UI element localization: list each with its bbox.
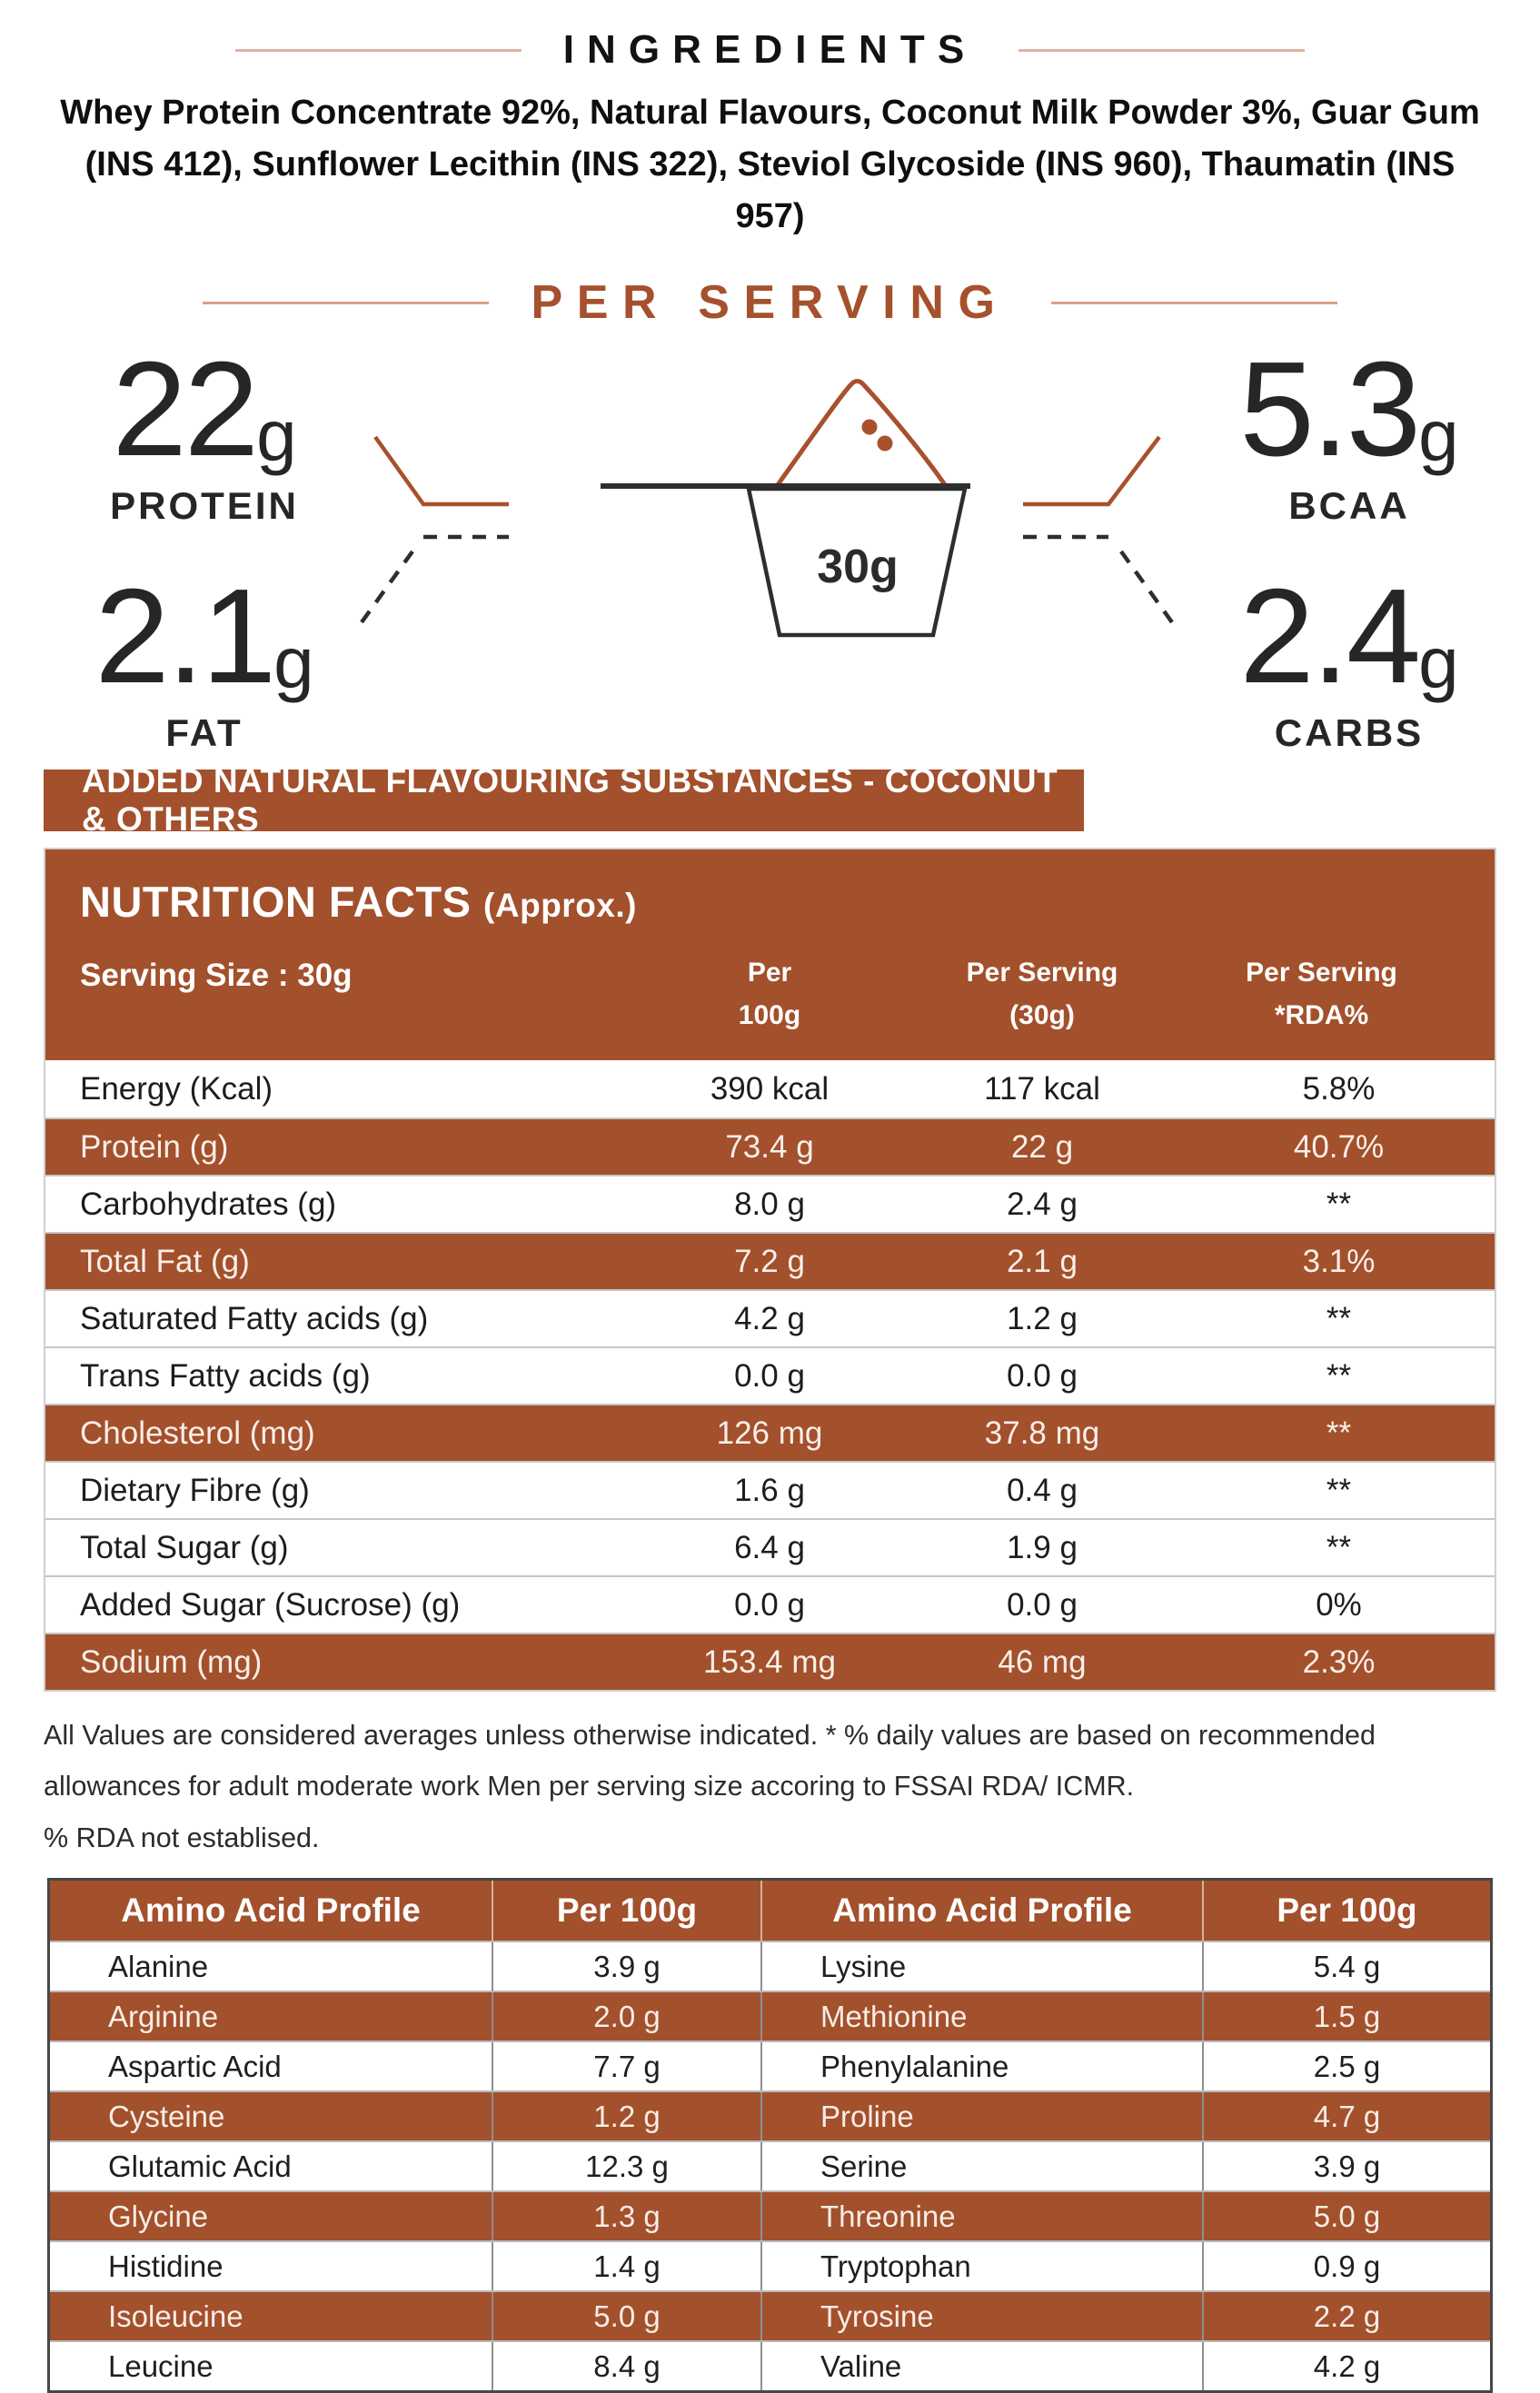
nutrition-row-saturated-fat: Saturated Fatty acids (g) 4.2 g 1.2 g ** [45,1289,1495,1346]
nutrition-row-protein: Protein (g) 73.4 g 22 g 40.7% [45,1117,1495,1175]
ingredients-header [0,27,1540,73]
nutrition-row-dietary-fibre: Dietary Fibre (g) 1.6 g 0.4 g ** [45,1461,1495,1518]
ingredients-text: Whey Protein Concentrate 92%, Natural Flavours, Coconut Milk Powder 3%, Guar Gum (INS 412), Sunflower Lecithin (INS 322), Steviol Glycoside (INS 960), Thaumatin (INS 957) [60,94,1480,235]
amino-acid-table [47,1878,1493,2393]
fat-value: 2.1 [94,561,274,711]
nutrition-row-added-sugar: Added Sugar (Sucrose) (g) 0.0 g 0.0 g 0% [45,1575,1495,1633]
right-bracket-line [1023,437,1159,504]
footnote-line-1: All Values are considered averages unless otherwise indicated. * % daily values are based on recommended [44,1720,1376,1751]
scoop-weight-label: 30g [817,541,899,593]
amino-header-per100g-right: Per 100g [1202,1881,1490,1941]
carbs-unit: g [1418,622,1459,704]
nutrition-facts-title: NUTRITION FACTS [80,878,472,926]
column-header-rda: Per Serving *RDA% [1246,958,1397,1030]
amino-row-arginine-methionine: Arginine 2.0 g Methionine 1.5 g [50,1991,1490,2041]
nutrition-facts-table [44,848,1496,1692]
per-serving-title: PER SERVING [531,276,1009,329]
nutrition-facts-header [45,849,1495,1060]
decorative-line-left [203,302,489,304]
nutrition-row-trans-fat: Trans Fatty acids (g) 0.0 g 0.0 g ** [45,1346,1495,1404]
bcaa-value: 5.3 [1239,334,1419,484]
protein-value: 22 [112,334,257,484]
ingredients-title: INGREDIENTS [562,27,978,72]
amino-row-glycine-threonine: Glycine 1.3 g Threonine 5.0 g [50,2190,1490,2240]
nutrition-row-carbohydrates: Carbohydrates (g) 8.0 g 2.4 g ** [45,1175,1495,1232]
nutrition-row-total-sugar: Total Sugar (g) 6.4 g 1.9 g ** [45,1518,1495,1575]
amino-row-cysteine-proline: Cysteine 1.2 g Proline 4.7 g [50,2090,1490,2140]
per-serving-header [0,275,1540,330]
footnote-line-3: % RDA not establised. [44,1822,320,1853]
powder-dot-icon [878,436,893,452]
powder-mound-icon [777,382,946,487]
amino-header-per100g-left: Per 100g [492,1881,760,1941]
column-header-per-100g: Per 100g [738,958,801,1030]
column-header-per-serving: Per Serving (30g) [966,958,1118,1030]
footnote-line-2: allowances for adult moderate work Men per serving size accoring to FSSAI RDA/ ICMR. [44,1771,1135,1802]
amino-header-profile-right: Amino Acid Profile [760,1881,1202,1941]
amino-row-alanine-lysine: Alanine 3.9 g Lysine 5.4 g [50,1941,1490,1991]
nutrition-row-energy: Energy (Kcal) 390 kcal 117 kcal 5.8% [45,1060,1495,1117]
amino-row-leucine-valine: Leucine 8.4 g Valine 4.2 g [50,2340,1490,2390]
amino-row-histidine-tryptophan: Histidine 1.4 g Tryptophan 0.9 g [50,2240,1490,2290]
nutrition-facts-approx: (Approx.) [483,887,637,924]
flavour-banner: ADDED NATURAL FLAVOURING SUBSTANCES - COCONUT & OTHERS [44,770,1084,831]
right-dashed-diagonal [1121,551,1172,622]
stat-fat [86,561,323,755]
stat-carbs [1231,561,1467,755]
protein-label: PROTEIN [110,484,299,527]
nutrition-row-total-fat: Total Fat (g) 7.2 g 2.1 g 3.1% [45,1232,1495,1289]
amino-row-glutamic-serine: Glutamic Acid 12.3 g Serine 3.9 g [50,2140,1490,2190]
protein-unit: g [256,395,297,477]
decorative-line-right [1018,49,1305,52]
amino-header-profile-left: Amino Acid Profile [121,1892,421,1930]
left-bracket-line [375,437,509,504]
carbs-value: 2.4 [1239,561,1419,711]
amino-acid-table-header [50,1881,1490,1941]
nutrition-row-sodium: Sodium (mg) 153.4 mg 46 mg 2.3% [45,1633,1495,1690]
left-dashed-diagonal [362,551,412,622]
stat-protein [86,334,323,528]
fat-label: FAT [165,711,243,754]
scoop-illustration [343,357,1197,666]
bcaa-unit: g [1418,395,1459,477]
amino-row-isoleucine-tyrosine: Isoleucine 5.0 g Tyrosine 2.2 g [50,2290,1490,2340]
bcaa-label: BCAA [1288,484,1410,527]
amino-row-aspartic-phenylalanine: Aspartic Acid 7.7 g Phenylalanine 2.5 g [50,2041,1490,2090]
serving-size-label: Serving Size : 30g [80,958,353,993]
powder-dot-icon [862,420,878,435]
decorative-line-right [1051,302,1337,304]
carbs-label: CARBS [1274,711,1425,754]
stat-bcaa [1231,334,1467,528]
per-serving-hero [0,334,1540,757]
decorative-line-left [235,49,522,52]
fat-unit: g [273,622,314,704]
footnotes [44,1710,1496,1863]
nutrition-row-cholesterol: Cholesterol (mg) 126 mg 37.8 mg ** [45,1404,1495,1461]
